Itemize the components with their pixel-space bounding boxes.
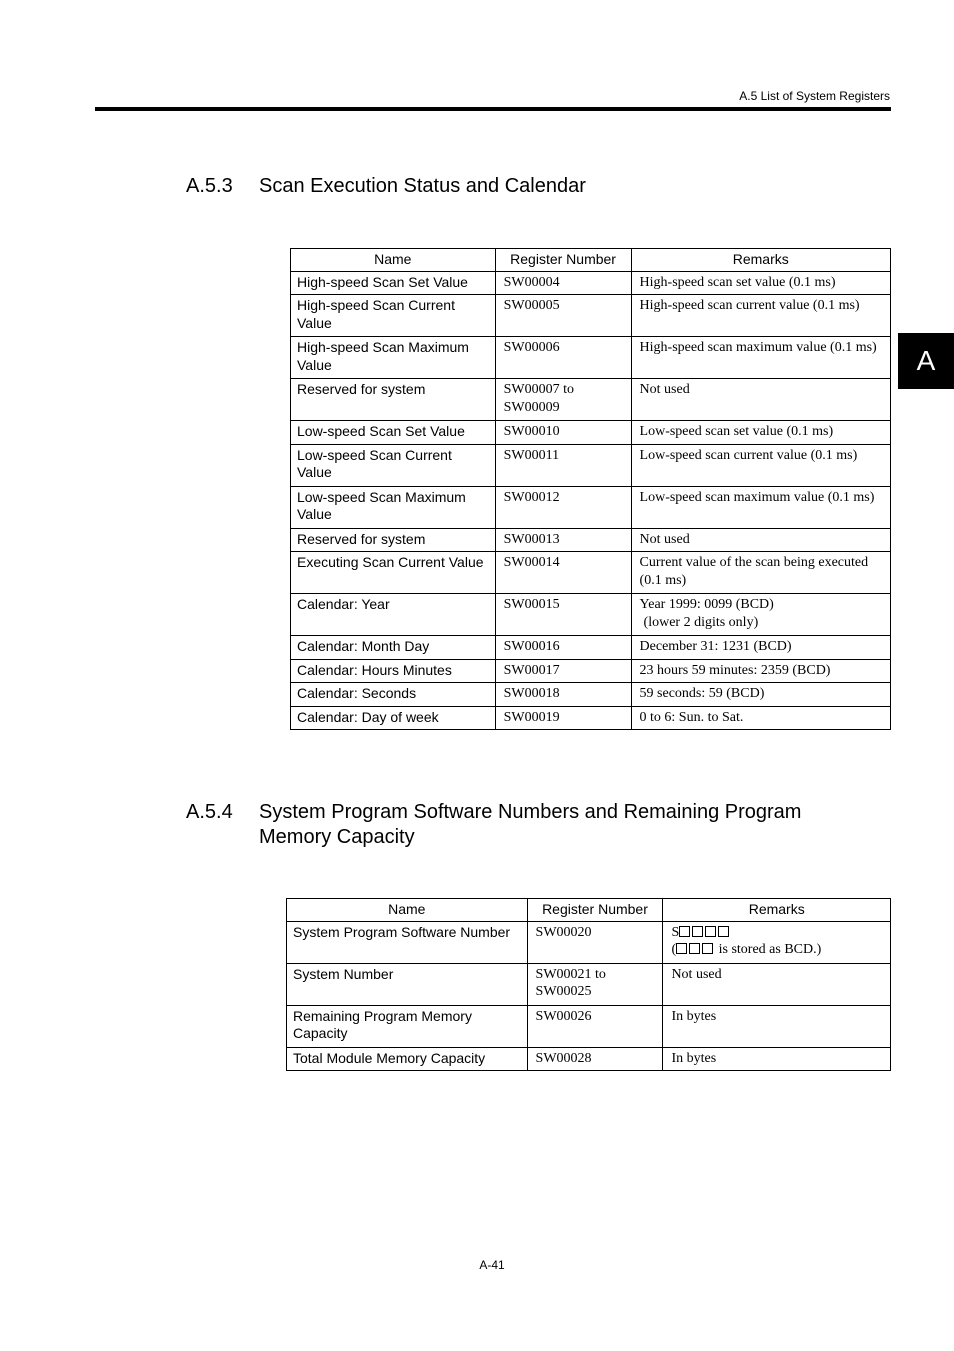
remarks-open: ( [671,942,677,957]
cell-name: Reserved for system [291,379,496,421]
table-header-row [287,899,891,922]
cell-remarks: High-speed scan set value (0.1 ms) [631,271,890,295]
cell-register: SW00012 [495,486,631,528]
table-row [287,921,891,963]
cell-remarks: High-speed scan maximum value (0.1 ms) [631,337,890,379]
column-header-register: Register Number [495,249,631,272]
header-rule [95,107,891,111]
table-header-row [291,249,891,272]
table-row [291,683,891,707]
column-header-name: Name [287,899,528,922]
cell-remarks: 23 hours 59 minutes: 2359 (BCD) [631,659,890,683]
digit-box-icon [689,943,700,954]
column-header-register: Register Number [527,899,663,922]
cell-register: SW00011 [495,444,631,486]
cell-remarks: Low-speed scan set value (0.1 ms) [631,421,890,445]
table-row [291,486,891,528]
table-row [291,337,891,379]
cell-remarks: Not used [631,379,890,421]
table-row [291,552,891,594]
remarks-line [671,924,884,942]
scan-calendar-table [290,248,891,730]
cell-name: High-speed Scan Set Value [291,271,496,295]
cell-register: SW00028 [527,1047,663,1071]
cell-name: System Number [287,963,528,1005]
digit-box-icon [718,926,729,937]
cell-register: SW00014 [495,552,631,594]
digit-box-icon [692,926,703,937]
cell-remarks [663,921,891,963]
table-row [291,379,891,421]
column-header-remarks: Remarks [631,249,890,272]
digit-box-icon [702,943,713,954]
cell-name: Reserved for system [291,528,496,552]
section-number: A.5.4 [186,801,233,823]
cell-remarks: 59 seconds: 59 (BCD) [631,683,890,707]
cell-name: Remaining Program Memory Capacity [287,1005,528,1047]
cell-name: Low-speed Scan Current Value [291,444,496,486]
cell-name: High-speed Scan Maximum Value [291,337,496,379]
cell-register: SW00021 to SW00025 [527,963,663,1005]
cell-name: Low-speed Scan Maximum Value [291,486,496,528]
cell-register: SW00005 [495,295,631,337]
page-number: A-41 [479,1258,505,1272]
table-row [291,659,891,683]
table-row [291,706,891,730]
cell-remarks: Current value of the scan being executed (0.1 ms) [631,552,890,594]
table-row [287,963,891,1005]
table-row [291,421,891,445]
cell-remarks: In bytes [663,1047,891,1071]
cell-remarks: December 31: 1231 (BCD) [631,636,890,660]
section-title-line2: Memory Capacity [259,826,415,848]
cell-register: SW00010 [495,421,631,445]
section-heading-a53 [186,174,886,199]
cell-name: Calendar: Hours Minutes [291,659,496,683]
table-row [291,295,891,337]
cell-register: SW00026 [527,1005,663,1047]
cell-name: Executing Scan Current Value [291,552,496,594]
column-header-name: Name [291,249,496,272]
cell-register: SW00007 to SW00009 [495,379,631,421]
cell-name: Calendar: Seconds [291,683,496,707]
table-row [287,1047,891,1071]
section-title-line1: System Program Software Numbers and Remaining Program [259,801,802,823]
cell-name: Calendar: Month Day [291,636,496,660]
cell-remarks: In bytes [663,1005,891,1047]
cell-name: Low-speed Scan Set Value [291,421,496,445]
cell-register: SW00020 [527,921,663,963]
cell-name: Calendar: Year [291,594,496,636]
cell-name: Calendar: Day of week [291,706,496,730]
cell-register: SW00015 [495,594,631,636]
cell-register: SW00019 [495,706,631,730]
digit-box-icon [676,943,687,954]
cell-register: SW00016 [495,636,631,660]
cell-remarks: 0 to 6: Sun. to Sat. [631,706,890,730]
table-row [291,594,891,636]
section-heading-a54 [186,800,886,850]
remarks-line: (lower 2 digits only) [643,614,759,630]
section-title: Scan Execution Status and Calendar [259,175,586,197]
cell-remarks: High-speed scan current value (0.1 ms) [631,295,890,337]
remarks-line: Year 1999: 0099 (BCD) [639,597,774,612]
digit-box-icon [679,926,690,937]
software-memory-table [286,898,891,1071]
running-header: A.5 List of System Registers [739,89,890,103]
table-row [291,444,891,486]
cell-remarks [631,594,890,636]
cell-register: SW00018 [495,683,631,707]
cell-remarks: Not used [663,963,891,1005]
cell-remarks: Not used [631,528,890,552]
remarks-line [671,941,884,959]
cell-register: SW00013 [495,528,631,552]
cell-register: SW00004 [495,271,631,295]
cell-name: System Program Software Number [287,921,528,963]
table-row [291,636,891,660]
cell-register: SW00006 [495,337,631,379]
digit-box-icon [705,926,716,937]
cell-name: Total Module Memory Capacity [287,1047,528,1071]
section-number: A.5.3 [186,175,233,197]
cell-remarks: Low-speed scan maximum value (0.1 ms) [631,486,890,528]
cell-remarks: Low-speed scan current value (0.1 ms) [631,444,890,486]
appendix-tab: A [898,333,954,389]
column-header-remarks: Remarks [663,899,891,922]
table-row [287,1005,891,1047]
remarks-suffix: is stored as BCD.) [715,942,822,957]
cell-register: SW00017 [495,659,631,683]
table-row [291,528,891,552]
remarks-prefix: S [671,924,680,940]
cell-name: High-speed Scan Current Value [291,295,496,337]
table-row [291,271,891,295]
